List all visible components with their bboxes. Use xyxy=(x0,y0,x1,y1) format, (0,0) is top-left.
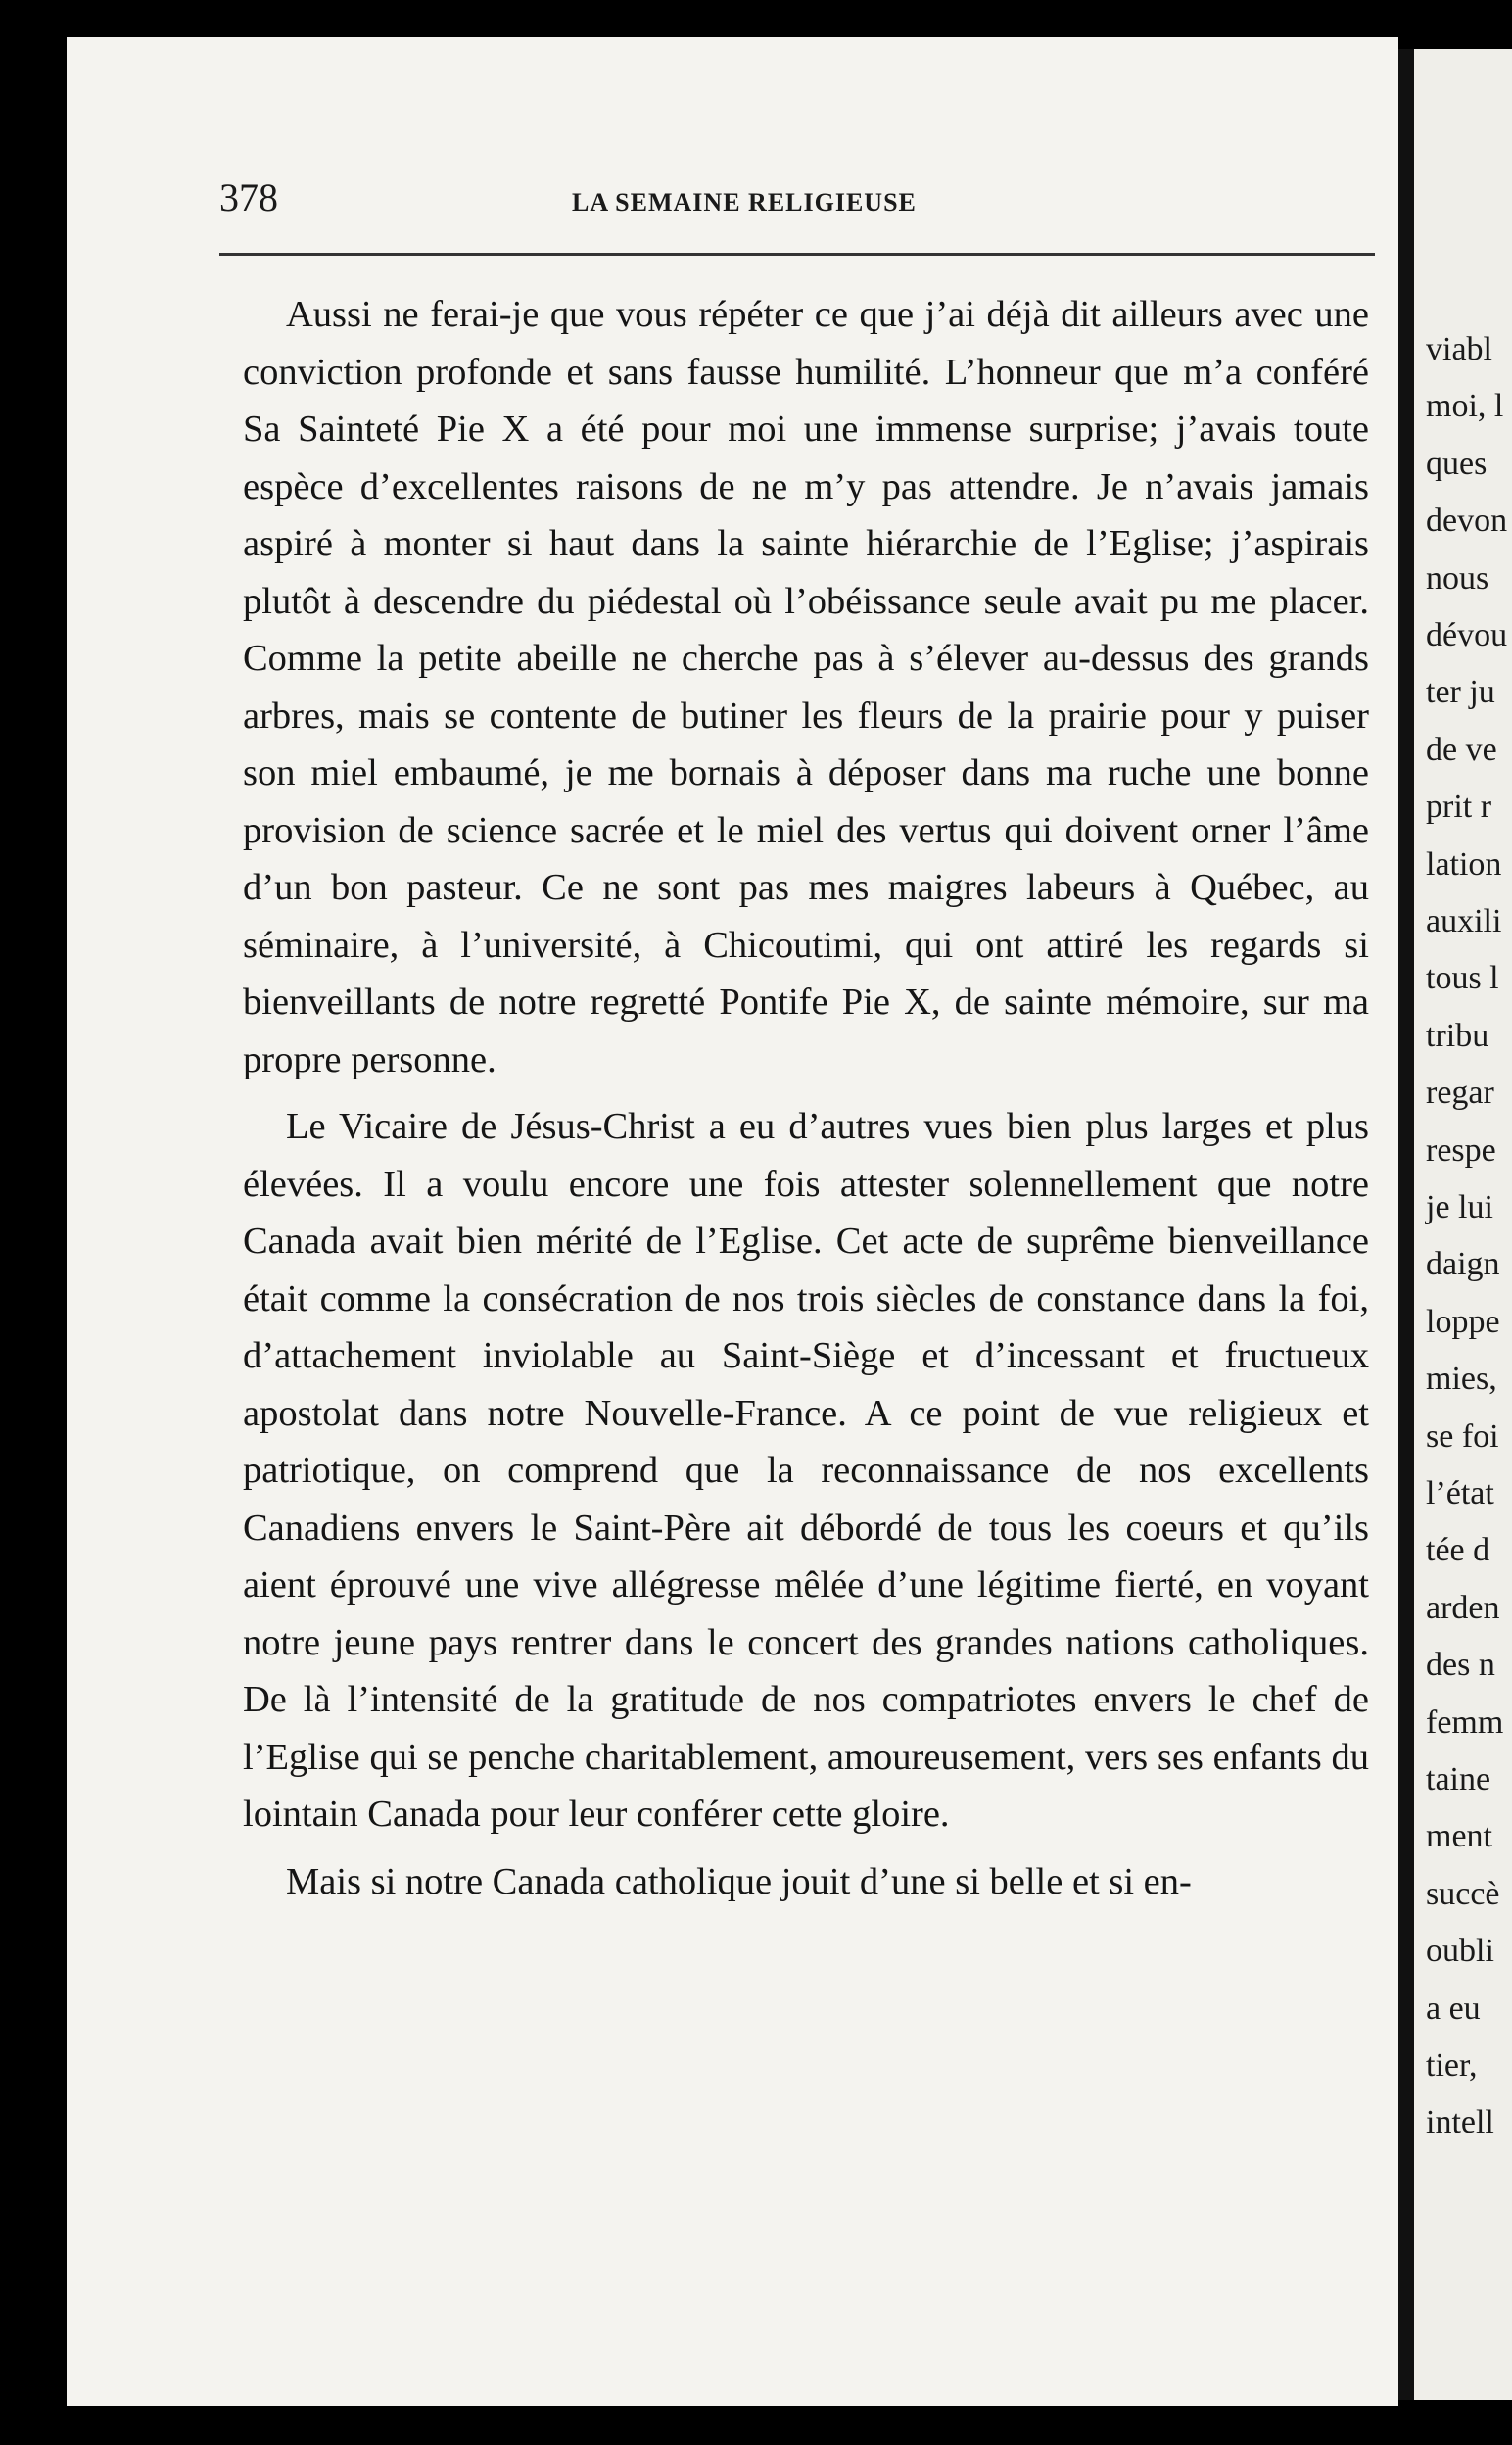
facing-page-line: succè xyxy=(1426,1875,1500,1912)
facing-page-line: respe xyxy=(1426,1131,1496,1169)
paragraph: Aussi ne ferai-je que vous répéter ce que j’ai déjà dit ailleurs avec une conviction profonde et sans fausse humilité. L’honneur que m’a conféré Sa Sainteté Pie X a été pour moi une immense surprise; j’avais toute espèce d’excellentes raisons de ne m’y pas attendre. Je n’avais jamais aspiré à monter si haut dans la sainte hiérarchie de l’Eglise; j’aspirais plutôt à descendre du piédestal où l’obéissance seule avait pu me placer. Comme la petite abeille ne cherche pas à s’élever au-dessus des grands arbres, mais se contente de butiner les fleurs de la prairie pour y puiser son miel embaumé, je me bornais à déposer dans ma ruche une bonne provision de science sacrée et le miel des vertus qui doivent orner l’âme d’un bon pasteur. Ce ne sont pas mes maigres labeurs à Québec, au séminaire, à l’université, à Chicoutimi, qui ont attiré les regards si bienveillants de notre regretté Pontife Pie X, de sainte mémoire, sur ma propre personne. xyxy=(243,294,1369,1080)
page-number: 378 xyxy=(219,175,278,219)
facing-page-line: viabl xyxy=(1426,331,1492,367)
facing-page-line: tribu xyxy=(1426,1017,1489,1054)
facing-page-line: a eu xyxy=(1426,1990,1481,2027)
facing-page-line: lation xyxy=(1426,845,1502,883)
facing-page-line: prit r xyxy=(1426,789,1492,826)
facing-page-line: ment xyxy=(1426,1818,1492,1855)
facing-page-line: daign xyxy=(1426,1246,1500,1283)
facing-page-line: l’état xyxy=(1426,1475,1494,1511)
facing-page-line: mies, xyxy=(1426,1361,1497,1398)
facing-page-line: loppe xyxy=(1426,1303,1500,1340)
header-rule xyxy=(219,253,1375,256)
running-title: LA SEMAINE RELIGIEUSE xyxy=(572,188,917,216)
facing-page-line: nous xyxy=(1426,559,1489,597)
paragraph: Mais si notre Canada catholique jouit d’une si belle et si en- xyxy=(286,1860,1192,1902)
facing-page-line: dévou xyxy=(1426,617,1508,653)
facing-page-line: je lui xyxy=(1426,1189,1493,1225)
facing-page-line: regar xyxy=(1426,1075,1494,1112)
body-text xyxy=(243,286,1369,1920)
page-header xyxy=(219,174,1375,229)
facing-page-line: tous l xyxy=(1426,960,1499,997)
paragraph: Le Vicaire de Jésus-Christ a eu d’autres vues bien plus larges et plus élevées. Il a voulu encore une fois attester solennellement que notre Canada avait bien mérité de l’Eglise. Cet acte de suprême bienveillance était comme la consécration de nos trois siècles de constance dans la foi, d’attachement inviolable au Saint-Siège et d’incessant et fructueux apostolat dans notre Nouvelle-France. A ce point de vue religieux et patriotique, on comprend que la reconnaissance de nos excellents Canadiens envers le Saint-Père ait débordé de tous les coeurs et qu’ils aient éprouvé une vive allégresse mêlée d’une légitime fierté, en voyant notre jeune pays rentrer dans le concert des grandes nations catholiques. De là l’intensité de la gratitude de nos compatriotes envers le chef de l’Eglise qui se penche charitablement, amoureusement, vers ses enfants du lointain Canada pour leur conférer cette gloire. xyxy=(243,1106,1369,1835)
facing-page-line: moi, l xyxy=(1426,388,1504,425)
facing-page-line: oubli xyxy=(1426,1933,1494,1970)
facing-page-line: des n xyxy=(1426,1647,1495,1684)
facing-page-line: taine xyxy=(1426,1761,1491,1798)
facing-page-edge xyxy=(1398,49,1512,2400)
facing-page-line: tier, xyxy=(1426,2047,1478,2084)
facing-page-line: ques xyxy=(1426,445,1488,482)
facing-page-line: de ve xyxy=(1426,731,1497,768)
facing-page-line: auxili xyxy=(1426,903,1502,939)
facing-page-line: devon xyxy=(1426,503,1508,540)
facing-page-line: tée d xyxy=(1426,1532,1490,1569)
facing-page-line: intell xyxy=(1426,2104,1494,2141)
facing-page-line: femm xyxy=(1426,1703,1504,1741)
facing-page-line: arden xyxy=(1426,1589,1500,1626)
facing-page-line: ter ju xyxy=(1426,674,1495,711)
facing-page-line: se foi xyxy=(1426,1417,1499,1455)
